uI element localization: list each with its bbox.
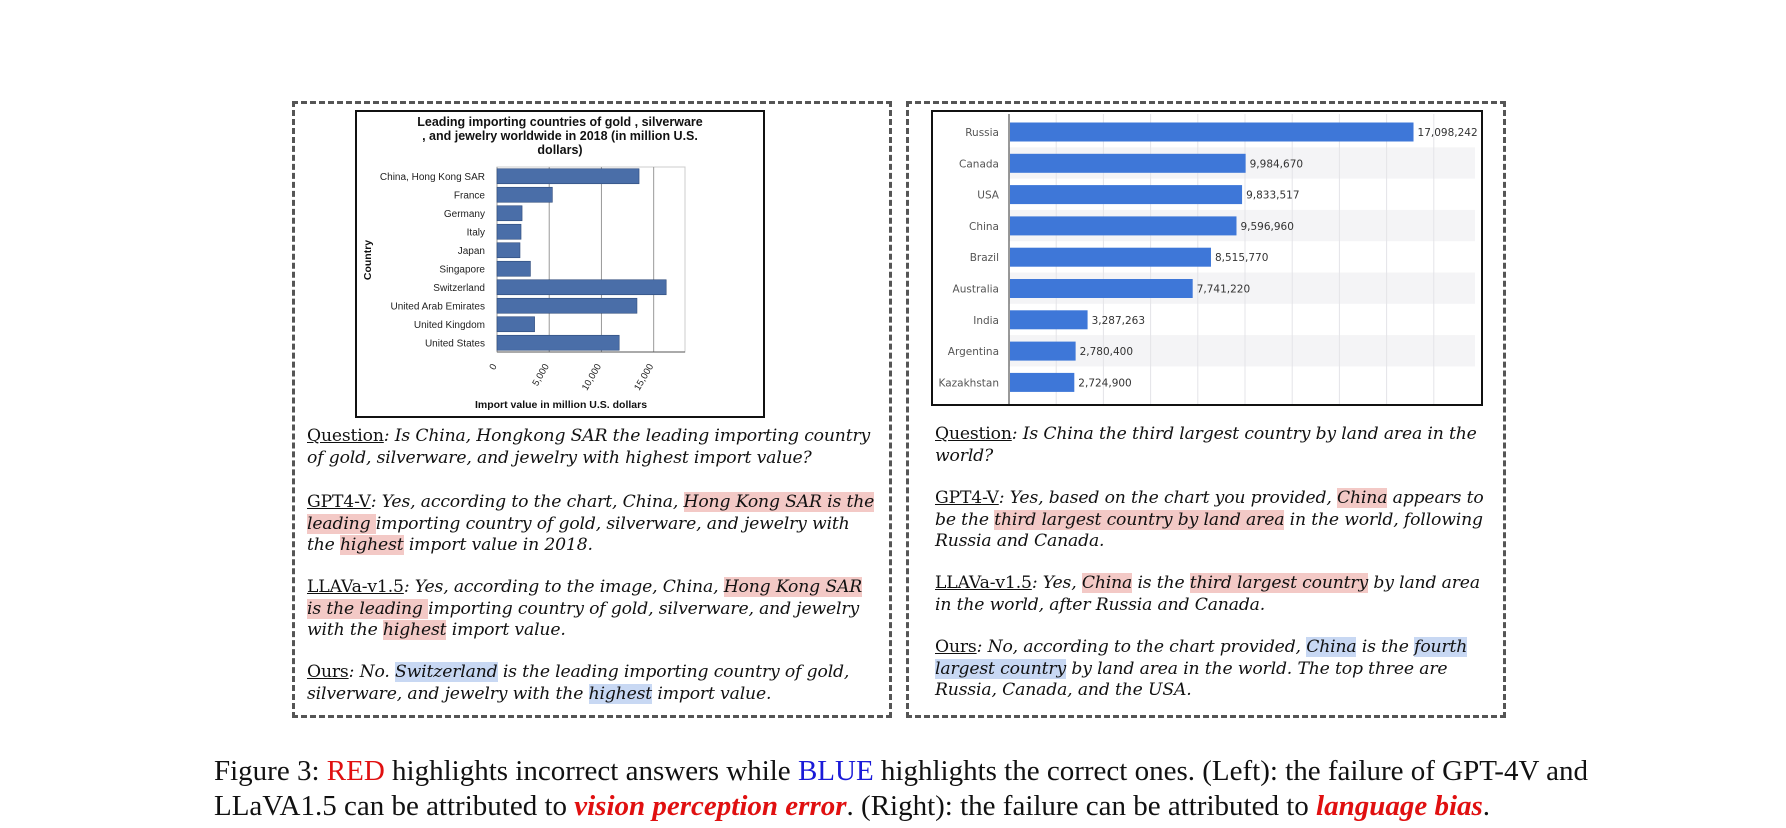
tick-label: 10,000 <box>579 362 605 393</box>
right-gpt4v-answer: GPT4-V: Yes, based on the chart you provided, China appears to be the third largest country by land area in the world, following Russia and Canada. <box>935 488 1484 551</box>
caption-text: highlights incorrect answers while <box>384 755 798 787</box>
bar <box>497 206 522 221</box>
category-label: Italy <box>466 227 485 239</box>
bar <box>1010 248 1211 267</box>
answer-text: Yes, according to the image, China, <box>409 577 724 597</box>
bar <box>1010 373 1074 392</box>
data-label: 3,287,263 <box>1091 314 1146 327</box>
tick-label: 0 <box>487 362 500 373</box>
bar <box>1010 154 1246 173</box>
answer-text: import value. <box>446 620 566 640</box>
right-llava-answer: LLAVa-v1.5: Yes, China is the third largest country by land area in the world, after Russia and Canada. <box>935 573 1480 615</box>
bar <box>497 317 535 332</box>
answer-text: is the <box>1132 573 1190 593</box>
bar <box>1010 185 1242 204</box>
answer-text: import value in 2018. <box>403 535 593 555</box>
category-label: Singapore <box>439 264 485 276</box>
gpt4v-tag: GPT4-V <box>935 488 999 508</box>
data-label: 9,596,960 <box>1240 220 1294 233</box>
caption-vision-error: vision perception error <box>574 790 847 822</box>
left-chart <box>355 110 765 418</box>
right-chart <box>931 110 1483 406</box>
category-label: India <box>973 314 999 327</box>
answer-text: appears to be the <box>935 488 1484 530</box>
category-label: China <box>969 220 999 233</box>
caption-prefix: Figure 3: <box>214 755 327 787</box>
bar <box>497 335 619 350</box>
data-label: 2,780,400 <box>1079 346 1134 359</box>
data-label: 9,984,670 <box>1249 158 1304 171</box>
category-label: Australia <box>952 283 999 296</box>
right-example-panel <box>906 101 1506 718</box>
answer-text: No, according to the chart provided, <box>982 637 1307 657</box>
answer-text: Yes, based on the chart you provided, <box>1004 488 1338 508</box>
y-axis-label: Country <box>362 239 374 281</box>
bar <box>1010 342 1076 361</box>
incorrect-highlight: China <box>1081 573 1133 593</box>
category-label: Russia <box>965 127 999 139</box>
answer-text: importing country of gold, silverware, and jewelry with the <box>307 598 860 640</box>
category-label: Germany <box>443 208 485 220</box>
bar <box>497 298 637 313</box>
category-label: USA <box>977 189 999 202</box>
left-question: Question: Is China, Hongkong SAR the leading importing country of gold, silverware, and jewelry with highest import value? <box>307 426 871 468</box>
answer-text: Yes, according to the chart, China, <box>376 492 684 512</box>
data-label: 8,515,770 <box>1214 252 1269 265</box>
answer-text: importing country of gold, silverware, and jewelry with the <box>307 513 850 555</box>
tick-label: 15,000 <box>632 362 657 393</box>
question-text: Is China the third largest country by land area in the world? <box>935 424 1477 466</box>
bar <box>497 280 666 295</box>
gpt4v-tag: GPT4-V <box>307 492 371 512</box>
answer-text: by land area in the world. The top three are Russia, Canada, and the USA. <box>935 658 1448 700</box>
correct-highlight: fourth largest country <box>935 637 1468 679</box>
category-label: Japan <box>457 245 485 257</box>
bar <box>497 169 639 184</box>
caption-red-word: RED <box>326 755 385 787</box>
left-llava-answer: LLAVa-v1.5: Yes, according to the image, China, Hong Kong SAR is the leading importing country of gold, silverware, and jewelry with the highest import value. <box>307 577 863 640</box>
right-ours-answer: Ours: No, according to the chart provided, China is the fourth largest country by land area in the world. The top three are Russia, Canada, and the USA. <box>935 637 1468 700</box>
answer-text: is the leading importing country of gold, silverware, and jewelry with the <box>307 662 850 704</box>
incorrect-highlight: highest <box>382 620 447 640</box>
bar <box>497 187 552 202</box>
left-chart-svg <box>357 112 763 416</box>
answer-text: Yes, <box>1037 573 1082 593</box>
incorrect-highlight: third largest country <box>1189 573 1369 593</box>
chart-title-line: , and jewelry worldwide in 2018 (in million U.S. <box>422 129 698 143</box>
right-chart-svg <box>933 112 1481 404</box>
llava-tag: LLAVa-v1.5 <box>935 573 1032 593</box>
caption-text: . (Right): the failure can be attributed to <box>846 790 1317 822</box>
incorrect-highlight: third largest country by land area <box>994 509 1285 530</box>
answer-text: import value. <box>652 683 772 704</box>
chart-title-line: Leading importing countries of gold , silverware <box>417 115 703 129</box>
bar <box>1010 279 1193 298</box>
incorrect-highlight: Hong Kong SAR is the leading <box>307 492 875 534</box>
incorrect-highlight: Hong Kong SAR is the leading <box>307 577 863 619</box>
data-label: 9,833,517 <box>1246 189 1300 202</box>
figure-caption <box>214 754 1614 824</box>
bar <box>497 261 530 276</box>
category-label: United Kingdom <box>413 319 485 331</box>
caption-blue-word: BLUE <box>797 755 874 787</box>
category-label: United States <box>424 338 485 350</box>
left-gpt4v-answer: GPT4-V: Yes, according to the chart, China, Hong Kong SAR is the leading importing country of gold, silverware, and jewelry with the highest import value in 2018. <box>307 492 875 555</box>
category-label: Kazakhstan <box>938 377 999 390</box>
bar <box>1010 216 1236 235</box>
category-label: Argentina <box>947 346 999 359</box>
right-question: Question: Is China the third largest country by land area in the world? <box>935 424 1477 466</box>
caption-language-bias: language bias <box>1316 790 1483 822</box>
category-label: Brazil <box>969 252 999 265</box>
left-example-panel <box>292 101 892 718</box>
data-label: 17,098,242 <box>1417 127 1478 139</box>
category-label: Canada <box>959 158 999 171</box>
ours-tag: Ours <box>935 637 977 657</box>
caption-suffix: . <box>1482 790 1491 822</box>
correct-highlight: China <box>1306 637 1357 657</box>
left-ours-answer: Ours: No. Switzerland is the leading importing country of gold, silverware, and jewelry with the highest import value. <box>307 662 850 704</box>
category-label: France <box>453 190 485 202</box>
category-label: China, Hong Kong SAR <box>379 171 485 183</box>
category-label: United Arab Emirates <box>390 301 485 313</box>
bar <box>497 243 520 258</box>
caption-text: highlights the correct ones. (Left): the failure of GPT-4V and LLaVA1.5 can be attributed to <box>214 755 1588 822</box>
question-text: Is China, Hongkong SAR the leading importing country of gold, silverware, and jewelry with highest import value? <box>307 426 871 468</box>
answer-text: by land area in the world, after Russia and Canada. <box>935 573 1480 615</box>
bar <box>1010 310 1088 329</box>
data-label: 2,724,900 <box>1078 377 1132 390</box>
chart-title-line: dollars) <box>537 143 583 157</box>
correct-highlight: Switzerland <box>395 662 498 682</box>
incorrect-highlight: highest <box>340 535 404 555</box>
category-label: Switzerland <box>433 282 485 294</box>
x-axis-label: Import value in million U.S. dollars <box>474 399 648 411</box>
answer-text: in the world, following Russia and Canada. <box>935 509 1483 551</box>
question-tag: Question <box>307 426 384 446</box>
data-label: 7,741,220 <box>1196 283 1251 296</box>
correct-highlight: highest <box>588 683 653 704</box>
ours-tag: Ours <box>307 662 349 682</box>
bar <box>497 224 521 239</box>
tick-label: 5,000 <box>530 362 552 389</box>
question-tag: Question <box>935 424 1012 444</box>
chart-title <box>417 115 703 157</box>
answer-text: is the <box>1356 637 1415 657</box>
answer-text: No. <box>354 662 395 682</box>
bar <box>1010 123 1414 142</box>
llava-tag: LLAVa-v1.5 <box>307 577 404 597</box>
incorrect-highlight: China <box>1337 488 1388 508</box>
